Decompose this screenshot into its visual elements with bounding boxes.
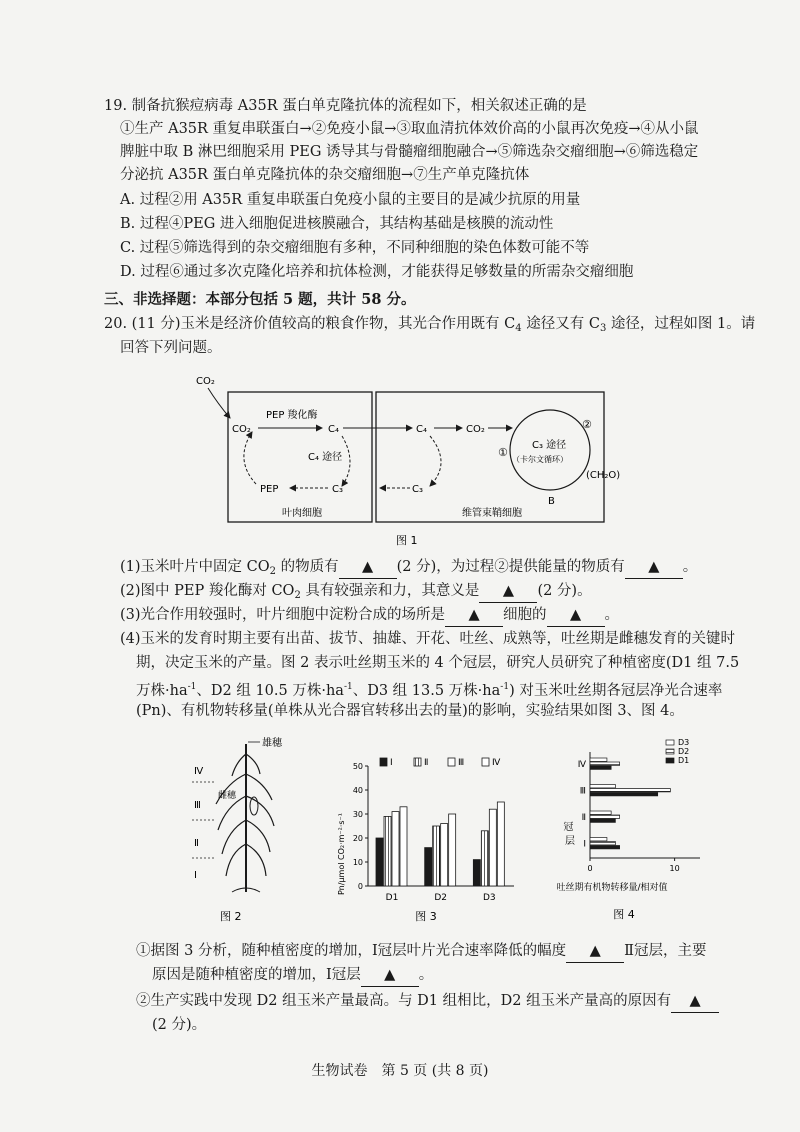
co2-top-label: CO₂: [196, 376, 215, 387]
c4-right-label: C₄: [416, 424, 427, 435]
answer-blank[interactable]: ▲: [625, 556, 683, 579]
mesophyll-cell-label: 叶肉细胞: [282, 508, 322, 519]
x-tick-label: D2: [434, 893, 447, 903]
legend-swatch: [482, 758, 489, 766]
hbar-2: [590, 793, 658, 796]
hbar-0: [590, 811, 611, 814]
ylabel-char-1: 冠: [563, 822, 574, 833]
q20-sub3: (3)光合作用较强时，叶片细胞中淀粉合成的场所是 ▲ 细胞的 ▲ 。: [120, 604, 619, 627]
answer-blank[interactable]: ▲: [445, 604, 503, 627]
bar-D1-2: [392, 812, 399, 886]
figure-3-caption: 图 3: [415, 910, 437, 923]
q20-sub4-part1-line2: 原因是随种植密度的增加，Ⅰ冠层 ▲ 。: [152, 964, 433, 987]
bar-D2-2: [441, 824, 448, 886]
legend-swatch: [448, 758, 455, 766]
layer-4-label: Ⅳ: [194, 766, 204, 777]
layer-1-label: Ⅰ: [194, 870, 197, 881]
legend-swatch: [666, 749, 674, 754]
q20-sub4-line2: 期，决定玉米的产量。图 2 表示吐丝期玉米的 4 个冠层，研究人员研究了种植密度(D1 组 7.5: [136, 655, 740, 671]
q19-option-d: D. 过程⑥通过多次克隆化培养和抗体检测，才能获得足够数量的所需杂交瘤细胞: [120, 264, 634, 280]
q20-sub4-part2-line2: (2 分)。: [152, 1017, 207, 1033]
pep-label: PEP: [260, 484, 279, 495]
bundle-sheath-label: 维管束鞘细胞: [462, 508, 522, 519]
c4-pathway-label: C₄ 途径: [308, 452, 343, 463]
answer-blank[interactable]: ▲: [479, 580, 537, 603]
hbar-0: [590, 785, 615, 788]
figure-4-xlabel: 吐丝期有机物转移量/相对值: [556, 883, 668, 893]
bar-D1-0: [376, 838, 383, 886]
hbar-1: [590, 842, 615, 845]
legend-label: D3: [678, 738, 690, 747]
y-tick-label: Ⅲ: [579, 786, 586, 797]
x-tick-label: D3: [483, 893, 496, 903]
q19-option-b: B. 过程④PEG 进入细胞促进核膜融合，其结构基础是核膜的流动性: [120, 216, 554, 232]
bar-D3-3: [497, 802, 504, 886]
legend-swatch: [666, 758, 674, 763]
y-tick-label: 30: [352, 810, 363, 819]
page-footer: 生物试卷 第 5 页 (共 8 页): [311, 1063, 489, 1079]
q20-sub4-line1: (4)玉米的发育时期主要有出苗、拔节、抽雄、开花、吐丝、成熟等，吐丝期是雌穗发育的关键时: [120, 631, 736, 647]
figure-4-ylabel: [563, 821, 576, 847]
bar-D2-1: [433, 826, 440, 886]
q20-sub1: (1)玉米叶片中固定 $CO_2$ 的物质有 ▲ (2 分)，为过程②提供能量的物质有 ▲ 。: [120, 556, 697, 583]
legend-swatch: [380, 758, 387, 766]
hbar-2: [590, 846, 620, 849]
figure-1-diagram: [190, 368, 630, 548]
q20-sub4-part1: ①据图 3 分析，随种植密度的增加，Ⅰ冠层叶片光合速率降低的幅度 ▲ Ⅱ冠层，主要: [136, 940, 707, 963]
layer-2-label: Ⅱ: [194, 838, 199, 849]
legend-label: Ⅳ: [492, 758, 501, 768]
hbar-1: [590, 815, 620, 818]
legend-label: Ⅱ: [424, 758, 429, 768]
ear-label: 雌穗: [218, 791, 237, 801]
y-tick-label: 0: [357, 882, 363, 891]
calvin-cycle-label: （卡尔文循环）: [512, 455, 568, 464]
bar-D3-2: [489, 809, 496, 886]
hbar-1: [590, 762, 620, 765]
ch2o-label: (CH₂O): [586, 470, 621, 481]
legend-swatch: [414, 758, 421, 766]
figure-2-corn-plant: [188, 734, 318, 924]
pep-enzyme-label: PEP 羧化酶: [266, 410, 318, 421]
answer-blank[interactable]: ▲: [566, 940, 624, 963]
q20-sub4-line3: 万株$\cdot ha^{-1}$、D2 组 10.5 万株$\cdot ha^{-1}$、D3 组 13.5 万株$\cdot ha^{-1}$) 对玉米吐丝期各冠层净光合速率: [136, 682, 723, 699]
answer-blank[interactable]: ▲: [547, 604, 605, 627]
y-tick-label: 50: [352, 762, 363, 771]
q19-flow-line2: 脾脏中取 B 淋巴细胞采用 PEG 诱导其与骨髓瘤细胞融合→⑤筛选杂交瘤细胞→⑥筛选稳定: [120, 144, 699, 160]
bar-D1-3: [400, 807, 407, 886]
q19-stem: 19. 制备抗猴痘病毒 A35R 蛋白单克隆抗体的流程如下，相关叙述正确的是: [104, 98, 587, 114]
figure-3-bar-chart: [334, 752, 524, 924]
step-2-marker: ②: [582, 418, 592, 431]
answer-blank[interactable]: ▲: [339, 556, 397, 579]
bar-D1-1: [384, 816, 391, 886]
bar-D3-1: [481, 831, 488, 886]
y-tick-label: 40: [352, 786, 363, 795]
q19-option-c: C. 过程⑤筛选得到的杂交瘤细胞有多种，不同种细胞的染色体数可能不等: [120, 240, 590, 256]
y-tick-label: Ⅱ: [581, 813, 586, 823]
hbar-1: [590, 789, 670, 792]
q19-option-a: A. 过程②用 A35R 重复串联蛋白免疫小鼠的主要目的是减少抗原的用量: [120, 192, 581, 208]
bar-D3-0: [473, 860, 480, 886]
c3-left-label: C₃: [332, 484, 343, 495]
figure-4-hbar-chart: [530, 734, 720, 924]
legend-label: Ⅲ: [458, 758, 465, 768]
q19-flow-line1: ①生产 A35R 重复串联蛋白→②免疫小鼠→③取血清抗体效价高的小鼠再次免疫→④从小鼠: [120, 121, 699, 137]
answer-blank[interactable]: ▲: [671, 990, 719, 1013]
c3-pathway-label: C₃ 途径: [532, 440, 567, 451]
q20-sub4-part2: ②生产实践中发现 D2 组玉米产量最高。与 D1 组相比，D2 组玉米产量高的原因有 ▲: [136, 990, 719, 1013]
co2-in-label: CO₂: [232, 424, 251, 435]
c3-right-label: C₃: [412, 484, 423, 495]
q20-intro-line2: 回答下列问题。: [120, 340, 222, 356]
bar-D2-0: [425, 848, 432, 886]
bar-D2-3: [449, 814, 456, 886]
y-tick-label: Ⅳ: [577, 760, 586, 770]
x-tick-label: D1: [385, 893, 399, 903]
y-tick-label: 20: [352, 834, 363, 843]
q20-intro: 20. (11 分)玉米是经济价值较高的粮食作物，其光合作用既有 $C_4$ 途径又有 $C_3$ 途径，过程如图 1。请: [104, 316, 756, 334]
answer-blank[interactable]: ▲: [361, 964, 419, 987]
figure-1-caption: 图 1: [396, 534, 418, 547]
legend-label: Ⅰ: [390, 758, 393, 768]
x-tick-label: 10: [669, 864, 680, 873]
y-tick-label: Ⅰ: [583, 839, 586, 850]
x-tick-label: 0: [587, 864, 593, 873]
figure-4-caption: 图 4: [613, 908, 635, 921]
layer-3-label: Ⅲ: [194, 800, 201, 811]
hbar-0: [590, 758, 607, 761]
section-3-header: 三、非选择题：本部分包括 5 题，共计 58 分。: [104, 291, 416, 308]
legend-label: D2: [678, 747, 690, 756]
q19-flow-line3: 分泌抗 A35R 蛋白单克隆抗体的杂交瘤细胞→⑦生产单克隆抗体: [120, 167, 530, 183]
step-1-marker: ①: [498, 446, 508, 459]
y-tick-label: 10: [352, 858, 363, 867]
q20-sub2: (2)图中 PEP 羧化酶对 $CO_2$ 具有较强亲和力，其意义是 ▲ (2 分)。: [120, 580, 592, 607]
c4-left-label: C₄: [328, 424, 339, 435]
hbar-0: [590, 838, 607, 841]
bundle-sheath-cell-box: [376, 392, 604, 522]
figure-3-ylabel: Pn/μmol CO₂·m⁻²·s⁻¹: [337, 813, 346, 895]
hbar-2: [590, 766, 611, 769]
hbar-2: [590, 819, 615, 822]
ylabel-char-2: 层: [565, 836, 575, 847]
tassel-label: 雄穗: [262, 738, 282, 749]
figure-2-caption: 图 2: [220, 910, 242, 923]
legend-swatch: [666, 740, 674, 745]
b-label: B: [548, 496, 555, 507]
legend-label: D1: [678, 756, 690, 765]
co2-right-label: CO₂: [466, 424, 485, 435]
q20-sub4-line4: (Pn)、有机物转移量(单株从光合器官转移出去的量)的影响，实验结果如图 3、图 4。: [136, 703, 684, 719]
